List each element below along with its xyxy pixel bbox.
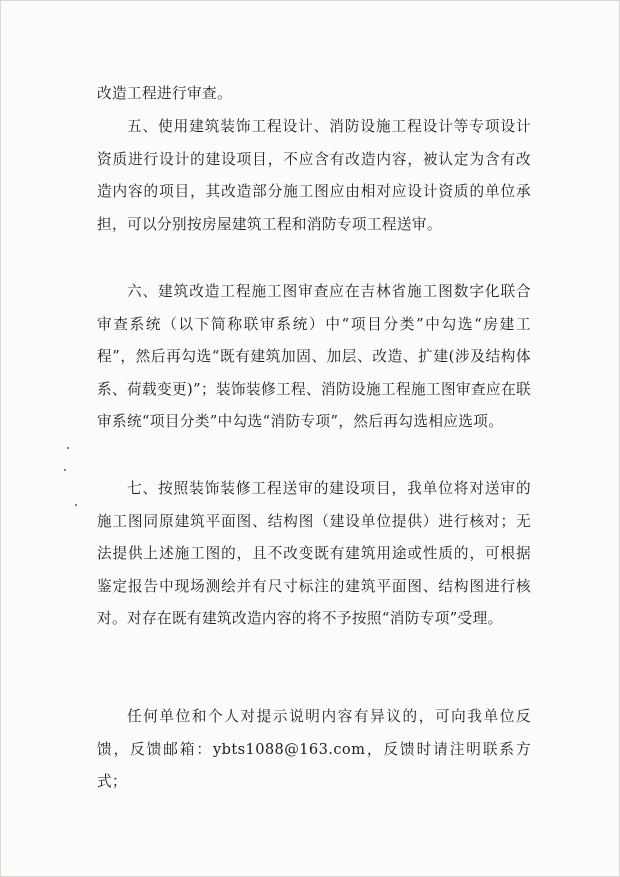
scan-speck — [64, 469, 66, 471]
scan-speck — [67, 447, 69, 449]
paragraph-item-five: 五、使用建筑装饰工程设计、消防设施工程设计等专项设计资质进行设计的建设项目，不应含有改造内容，被认定为含有改造内容的项目，其改造部分施工图应由相对应设计资质的单位承担，可以分别按房屋建筑工程和消防专项工程送审。 — [97, 118, 531, 233]
scan-speck — [75, 504, 77, 506]
paragraph-item-seven: 七、按照装饰装修工程送审的建设项目，我单位将对送审的施工图同原建筑平面图、结构图（建设单位提供）进行核对；无法提供上述施工图的，且不改变既有建筑用途或性质的，可根据鉴定报告中现场测绘并有尺寸标注的建筑平面图、结构图进行核对。对存在既有建筑改造内容的将不予按照“消防专项”受理。 — [97, 480, 531, 628]
paragraph-feedback: 任何单位和个人对提示说明内容有异议的，可向我单位反馈，反馈邮箱：ybts1088@163.com，反馈时请注明联系方式； — [97, 708, 531, 791]
paragraph-continuation: 改造工程进行审查。 — [97, 85, 232, 102]
paragraph-item-six: 六、建筑改造工程施工图审查应在吉林省施工图数字化联合审查系统（以下简称联审系统）中“项目分类”中勾选“房建工程”，然后再勾选“既有建筑加固、加层、改造、扩建(涉及结构体系、荷载变更)”；装饰装修工程、消防设施工程施工图审查应在联审系统“项目分类”中勾选“消防专项”，然后再勾选相应选项。 — [97, 283, 531, 431]
